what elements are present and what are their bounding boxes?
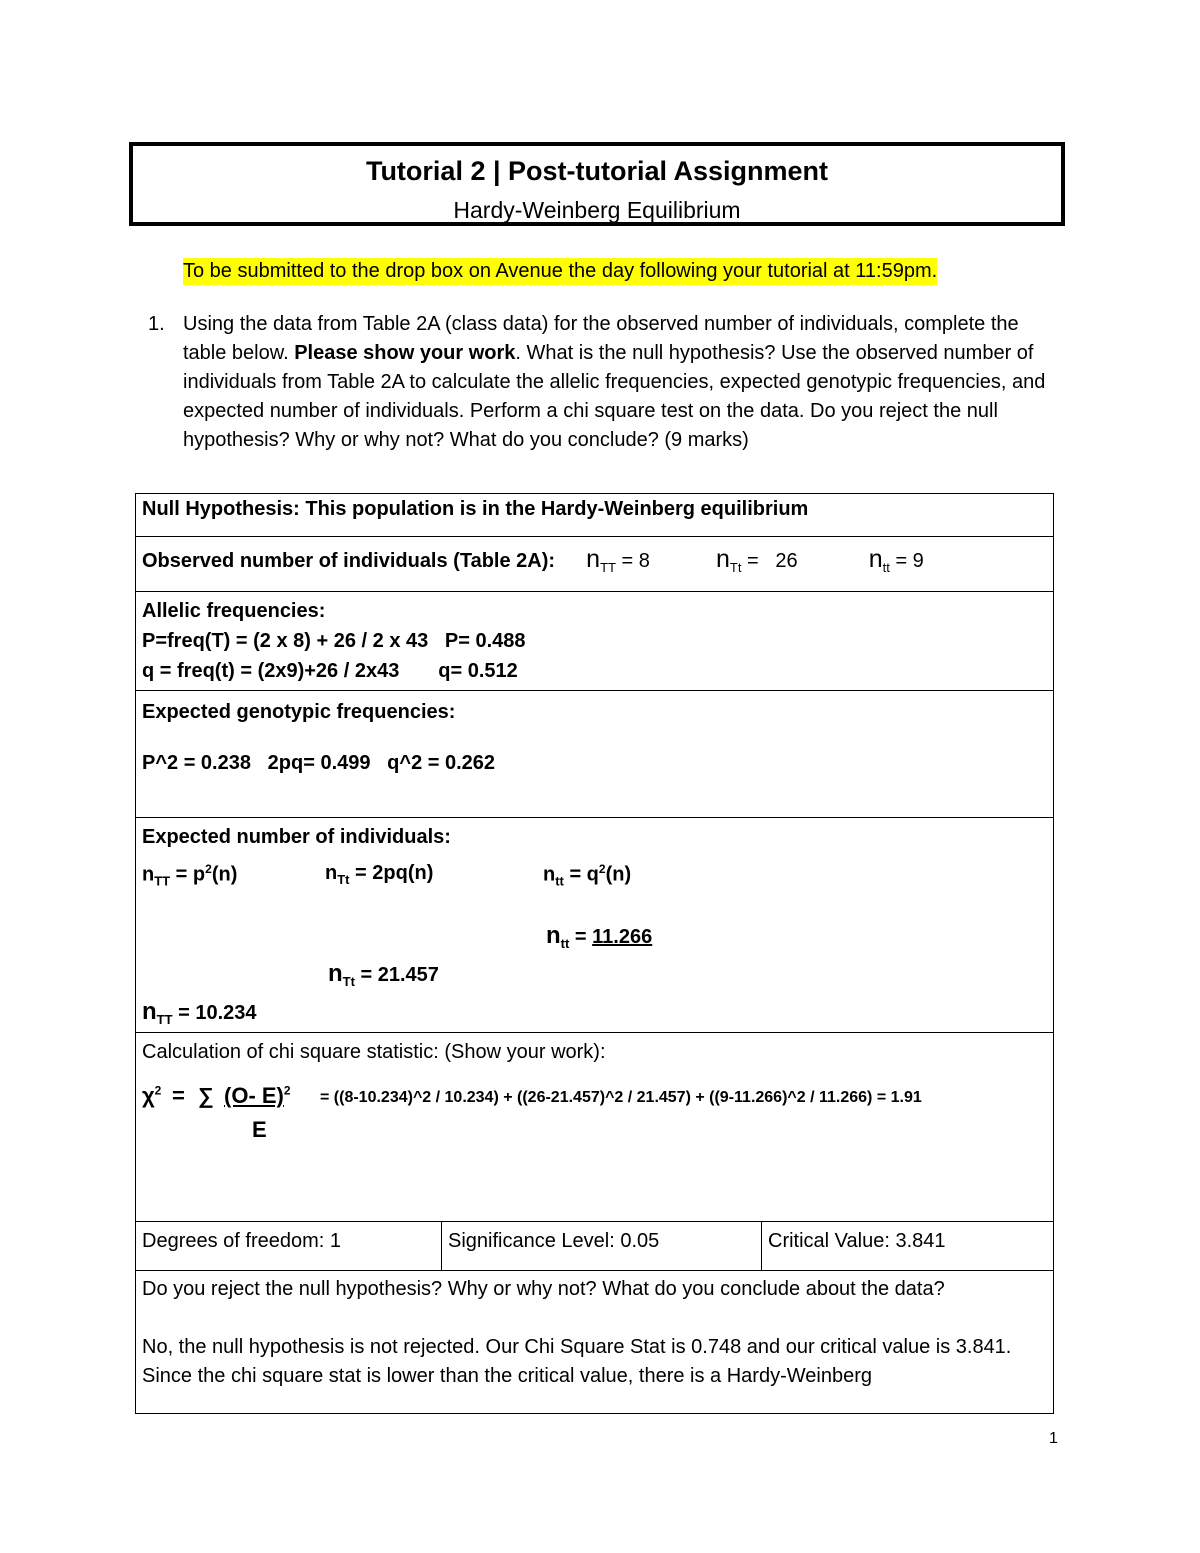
question-1 [148,310,1058,455]
allelic-line1: P=freq(T) = (2 x 8) + 26 / 2 x 43 P= 0.488 [142,630,526,652]
allelic-cell [136,592,1054,691]
question-text-part1: Using the data from Table 2A (class data) for the observed number of individuals, complete the table below. [183,313,1019,364]
genotypic-values: P^2 = 0.238 2pq= 0.499 q^2 = 0.262 [142,752,496,774]
genotypic-cell [136,691,1054,818]
observed-tt-mixed: $n_{Tt} = 26$ [716,545,798,575]
title-box [129,142,1065,226]
expected-individuals-cell [136,818,1054,1033]
question-text-bold: Please show your work [294,342,516,364]
submission-note: To be submitted to the drop box on Avenue the day following your tutorial at 11:59pm. [183,258,937,285]
chi-denominator: E [252,1117,267,1142]
null-hypothesis: Null Hypothesis: This population is in the Hardy-Weinberg equilibrium [142,498,809,520]
page-number: 1 [1049,1430,1058,1447]
expected-tt-upper: $n_{TT} = 10.234$ [142,998,257,1027]
formula-tt-mixed: $n_{Tt} = 2pq(n)$ [325,862,434,887]
document-title: Tutorial 2 | Post-tutorial Assignment [365,156,829,186]
formula-tt-upper: $n_{TT} = p^2(n)$ [142,862,238,889]
question-number: 1. [148,313,165,335]
degrees-of-freedom: Degrees of freedom: 1 [136,1222,442,1271]
work-table [135,493,1054,1414]
expected-tt-lower: $n_{tt} = 11.266$ [546,922,653,951]
question-text [183,310,1058,455]
expected-individuals-label: Expected number of individuals: [142,826,451,848]
observed-tt-upper: $n_{TT} = 8$ [586,545,650,575]
document-subtitle: Hardy-Weinberg Equilibrium [453,197,741,223]
null-hypothesis-cell [136,494,1054,537]
critical-value: Critical Value: 3.841 [762,1222,1054,1271]
chi-symbol: $\chi^2$ [142,1083,162,1108]
chi-numerator: (O- E)$^2$ [224,1083,291,1108]
significance-level: Significance Level: 0.05 [442,1222,762,1271]
expected-tt-mixed: $n_{Tt} = 21.457$ [328,960,439,989]
chi-computation: = ((8-10.234)^2 / 10.234) + ((26-21.457)^2 / 21.457) + ((9-11.266)^2 / 11.266) = 1.91 [320,1089,922,1106]
allelic-line2: q = freq(t) = (2x9)+26 / 2x43 q= 0.512 [142,660,518,682]
genotypic-label: Expected genotypic frequencies: [142,701,456,723]
chi-square-cell [136,1033,1054,1222]
chi-equals: = [172,1083,185,1108]
question-text-part2: . What is the null hypothesis? Use the observed number of individuals from Table 2A to calculate the allelic frequencies, expected genotypic frequencies, and expected number of individuals. Perform a chi square test on the data. Do you reject the null hypothesis? Why or why not? What do you conclude? (9 marks) [183,342,1046,451]
observed-tt-lower: $n_{tt} = 9$ [868,545,924,575]
formula-tt-lower: $n_{tt} = q^2(n)$ [543,862,632,889]
conclusion-question: Do you reject the null hypothesis? Why or why not? What do you conclude about the data? [142,1278,945,1300]
chi-square-label: Calculation of chi square statistic: (Show your work): [142,1041,606,1063]
allelic-label: Allelic frequencies: [142,600,326,622]
conclusion-cell [136,1271,1054,1414]
observed-label: Observed number of individuals (Table 2A): [142,550,556,572]
conclusion-answer: No, the null hypothesis is not rejected. Our Chi Square Stat is 0.748 and our critical value is 3.841. Since the chi square stat is lower than the critical value, there is a Hardy-Weinberg [142,1336,1012,1387]
sigma-symbol: ∑ [198,1083,214,1108]
observed-cell [136,537,1054,592]
